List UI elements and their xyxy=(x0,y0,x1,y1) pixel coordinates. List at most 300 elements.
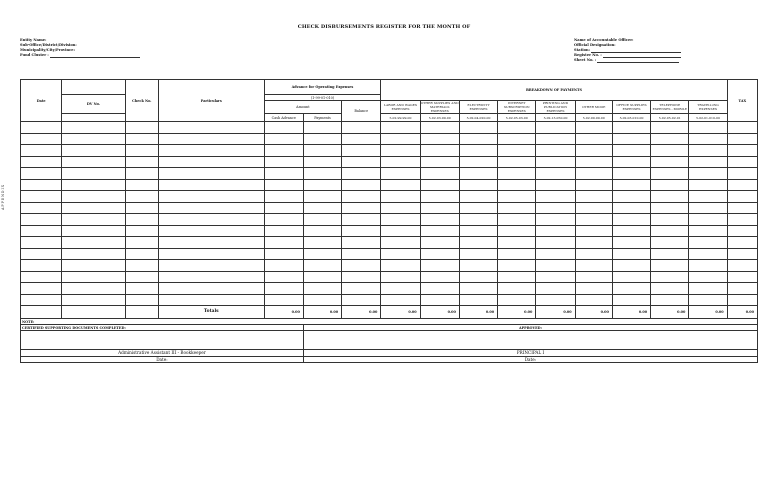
table-cell[interactable] xyxy=(612,283,650,295)
table-cell[interactable] xyxy=(536,156,575,168)
table-cell[interactable] xyxy=(498,179,536,191)
table-cell[interactable] xyxy=(158,283,264,295)
table-cell[interactable] xyxy=(303,156,341,168)
table-cell[interactable] xyxy=(125,271,158,283)
table-cell[interactable] xyxy=(727,156,757,168)
table-cell[interactable] xyxy=(575,156,612,168)
table-cell[interactable] xyxy=(303,145,341,157)
table-cell[interactable] xyxy=(459,168,497,180)
table-cell[interactable] xyxy=(62,133,125,145)
table-cell[interactable] xyxy=(381,156,420,168)
table-cell[interactable] xyxy=(420,225,459,237)
right-signature-space[interactable] xyxy=(303,331,757,350)
table-cell[interactable] xyxy=(575,214,612,226)
totals-label: Totals xyxy=(158,306,264,319)
breakdown-col-label: OTHER MOOE xyxy=(575,101,612,114)
table-cell[interactable] xyxy=(342,237,381,249)
table-cell[interactable] xyxy=(727,248,757,260)
table-cell[interactable] xyxy=(689,225,727,237)
table-cell[interactable] xyxy=(420,248,459,260)
table-cell[interactable] xyxy=(575,145,612,157)
table-cell[interactable] xyxy=(125,294,158,306)
table-cell[interactable] xyxy=(381,179,420,191)
table-cell[interactable] xyxy=(651,145,689,157)
table-cell[interactable] xyxy=(498,168,536,180)
table-cell[interactable] xyxy=(689,260,727,272)
table-cell[interactable] xyxy=(575,191,612,203)
table-cell[interactable] xyxy=(536,179,575,191)
table-cell[interactable] xyxy=(381,225,420,237)
table-cell[interactable] xyxy=(342,225,381,237)
table-cell[interactable] xyxy=(612,237,650,249)
table-cell[interactable] xyxy=(689,294,727,306)
table-cell[interactable] xyxy=(536,260,575,272)
table-cell[interactable] xyxy=(303,260,341,272)
table-cell[interactable] xyxy=(498,145,536,157)
table-cell[interactable] xyxy=(62,237,125,249)
table-cell[interactable] xyxy=(303,248,341,260)
table-cell[interactable] xyxy=(612,202,650,214)
table-cell[interactable] xyxy=(303,202,341,214)
table-cell[interactable] xyxy=(420,156,459,168)
table-cell[interactable] xyxy=(727,202,757,214)
table-cell[interactable] xyxy=(420,133,459,145)
table-cell[interactable] xyxy=(420,145,459,157)
table-cell[interactable] xyxy=(689,145,727,157)
table-cell[interactable] xyxy=(62,122,125,134)
table-cell[interactable] xyxy=(303,122,341,134)
table-cell[interactable] xyxy=(536,271,575,283)
table-cell[interactable] xyxy=(303,133,341,145)
total-value: 0.00 xyxy=(303,306,341,319)
table-cell[interactable] xyxy=(381,168,420,180)
table-cell[interactable] xyxy=(536,237,575,249)
table-cell[interactable] xyxy=(303,283,341,295)
table-cell[interactable] xyxy=(612,271,650,283)
table-cell[interactable] xyxy=(498,202,536,214)
table-cell[interactable] xyxy=(727,271,757,283)
table-cell[interactable] xyxy=(158,133,264,145)
table-cell[interactable] xyxy=(536,294,575,306)
table-cell[interactable] xyxy=(689,191,727,203)
table-cell[interactable] xyxy=(651,122,689,134)
table-cell[interactable] xyxy=(264,283,303,295)
table-cell[interactable] xyxy=(612,248,650,260)
table-cell[interactable] xyxy=(575,283,612,295)
table-cell[interactable] xyxy=(125,133,158,145)
table-cell[interactable] xyxy=(420,191,459,203)
table-cell[interactable] xyxy=(651,168,689,180)
table-cell[interactable] xyxy=(62,248,125,260)
table-cell[interactable] xyxy=(498,271,536,283)
table-cell[interactable] xyxy=(498,225,536,237)
table-cell[interactable] xyxy=(21,260,62,272)
table-cell[interactable] xyxy=(381,260,420,272)
table-cell[interactable] xyxy=(420,271,459,283)
table-cell[interactable] xyxy=(727,191,757,203)
breakdown-col-label: LABOR AND WAGES EXPENSES xyxy=(381,101,420,114)
amount-header: Amount xyxy=(264,101,342,114)
table-cell[interactable] xyxy=(381,133,420,145)
table-cell[interactable] xyxy=(125,122,158,134)
table-cell[interactable] xyxy=(21,202,62,214)
table-cell[interactable] xyxy=(536,225,575,237)
table-cell[interactable] xyxy=(727,122,757,134)
table-cell[interactable] xyxy=(727,260,757,272)
table-cell[interactable] xyxy=(575,122,612,134)
table-cell[interactable] xyxy=(575,225,612,237)
table-cell[interactable] xyxy=(420,237,459,249)
table-cell[interactable] xyxy=(125,191,158,203)
table-cell[interactable] xyxy=(21,133,62,145)
table-cell[interactable] xyxy=(727,225,757,237)
table-cell[interactable] xyxy=(62,168,125,180)
table-cell[interactable] xyxy=(459,271,497,283)
table-cell[interactable] xyxy=(575,271,612,283)
table-cell[interactable] xyxy=(420,179,459,191)
table-cell[interactable] xyxy=(651,237,689,249)
table-cell[interactable] xyxy=(62,191,125,203)
register-no-label: Register No. : xyxy=(574,53,602,57)
table-cell[interactable] xyxy=(459,214,497,226)
table-cell[interactable] xyxy=(536,145,575,157)
table-cell[interactable] xyxy=(158,214,264,226)
table-cell[interactable] xyxy=(575,168,612,180)
table-cell[interactable] xyxy=(303,225,341,237)
table-cell[interactable] xyxy=(21,225,62,237)
table-cell[interactable] xyxy=(575,237,612,249)
table-cell[interactable] xyxy=(459,145,497,157)
table-cell[interactable] xyxy=(612,122,650,134)
total-value: 0.00 xyxy=(420,306,459,319)
table-cell[interactable] xyxy=(689,202,727,214)
table-cell[interactable] xyxy=(125,168,158,180)
table-cell[interactable] xyxy=(21,179,62,191)
table-cell[interactable] xyxy=(689,133,727,145)
table-cell[interactable] xyxy=(303,191,341,203)
table-cell[interactable] xyxy=(420,202,459,214)
table-cell[interactable] xyxy=(689,214,727,226)
table-cell[interactable] xyxy=(342,156,381,168)
table-cell[interactable] xyxy=(689,237,727,249)
table-cell[interactable] xyxy=(264,260,303,272)
table-cell[interactable] xyxy=(62,225,125,237)
table-cell[interactable] xyxy=(342,260,381,272)
table-cell[interactable] xyxy=(264,225,303,237)
total-value: 0.00 xyxy=(381,306,420,319)
table-cell[interactable] xyxy=(264,133,303,145)
table-cell[interactable] xyxy=(498,237,536,249)
left-signatory: Administrative Assistant III - Bookkeeper xyxy=(21,350,304,357)
table-cell[interactable] xyxy=(459,237,497,249)
table-cell[interactable] xyxy=(125,225,158,237)
table-cell[interactable] xyxy=(158,271,264,283)
table-cell[interactable] xyxy=(21,283,62,295)
table-cell[interactable] xyxy=(727,145,757,157)
total-value: 0.00 xyxy=(651,306,689,319)
table-cell[interactable] xyxy=(303,294,341,306)
table-cell[interactable] xyxy=(21,191,62,203)
table-cell[interactable] xyxy=(342,168,381,180)
table-cell[interactable] xyxy=(158,248,264,260)
table-cell[interactable] xyxy=(62,283,125,295)
table-cell[interactable] xyxy=(498,191,536,203)
table-cell[interactable] xyxy=(612,179,650,191)
table-cell[interactable] xyxy=(459,294,497,306)
total-value: 0.00 xyxy=(689,306,727,319)
table-cell[interactable] xyxy=(420,168,459,180)
table-row xyxy=(21,283,758,295)
table-cell[interactable] xyxy=(459,225,497,237)
table-cell[interactable] xyxy=(612,145,650,157)
table-cell[interactable] xyxy=(612,156,650,168)
table-cell[interactable] xyxy=(612,133,650,145)
table-cell[interactable] xyxy=(498,260,536,272)
table-cell[interactable] xyxy=(689,248,727,260)
advance-header: Advance for Operating Expenses xyxy=(264,80,381,95)
table-cell[interactable] xyxy=(727,283,757,295)
table-cell[interactable] xyxy=(651,156,689,168)
table-cell[interactable] xyxy=(381,283,420,295)
table-cell[interactable] xyxy=(612,214,650,226)
total-value: 0.00 xyxy=(727,306,757,319)
table-cell[interactable] xyxy=(536,214,575,226)
table-cell[interactable] xyxy=(264,237,303,249)
table-cell[interactable] xyxy=(727,214,757,226)
table-cell[interactable] xyxy=(498,133,536,145)
table-cell[interactable] xyxy=(536,122,575,134)
table-cell[interactable] xyxy=(62,271,125,283)
table-cell[interactable] xyxy=(62,214,125,226)
table-cell[interactable] xyxy=(158,168,264,180)
table-cell[interactable] xyxy=(536,202,575,214)
table-cell[interactable] xyxy=(420,260,459,272)
table-cell[interactable] xyxy=(125,237,158,249)
table-cell[interactable] xyxy=(727,179,757,191)
breakdown-col-label: TRAVELLING EXPENSES xyxy=(689,101,727,114)
total-value: 0.00 xyxy=(498,306,536,319)
table-cell[interactable] xyxy=(651,202,689,214)
table-cell[interactable] xyxy=(125,179,158,191)
table-cell[interactable] xyxy=(303,168,341,180)
table-cell[interactable] xyxy=(62,156,125,168)
left-signature-space[interactable] xyxy=(21,331,304,350)
table-cell[interactable] xyxy=(381,145,420,157)
table-cell[interactable] xyxy=(158,179,264,191)
table-cell[interactable] xyxy=(689,122,727,134)
table-cell[interactable] xyxy=(381,271,420,283)
table-cell[interactable] xyxy=(420,214,459,226)
table-cell[interactable] xyxy=(125,156,158,168)
table-cell[interactable] xyxy=(342,191,381,203)
table-cell[interactable] xyxy=(21,156,62,168)
table-cell[interactable] xyxy=(381,237,420,249)
table-cell[interactable] xyxy=(651,179,689,191)
entity-name-label: Entity Name: xyxy=(20,38,47,42)
table-cell[interactable] xyxy=(689,156,727,168)
table-cell[interactable] xyxy=(158,237,264,249)
table-cell[interactable] xyxy=(651,191,689,203)
table-cell[interactable] xyxy=(498,122,536,134)
table-cell[interactable] xyxy=(420,294,459,306)
table-cell[interactable] xyxy=(62,145,125,157)
table-cell[interactable] xyxy=(342,283,381,295)
total-value: 0.00 xyxy=(612,306,650,319)
official-designation-label: Official Designation: xyxy=(574,43,616,47)
table-cell[interactable] xyxy=(651,283,689,295)
table-cell[interactable] xyxy=(420,122,459,134)
table-cell[interactable] xyxy=(264,271,303,283)
table-cell[interactable] xyxy=(575,179,612,191)
table-cell[interactable] xyxy=(264,248,303,260)
table-cell[interactable] xyxy=(651,225,689,237)
table-cell[interactable] xyxy=(342,294,381,306)
side-appendix-code: A P P E N D I X xyxy=(1,185,5,210)
table-cell[interactable] xyxy=(727,168,757,180)
table-cell[interactable] xyxy=(264,156,303,168)
table-cell[interactable] xyxy=(21,122,62,134)
table-cell[interactable] xyxy=(459,122,497,134)
table-cell[interactable] xyxy=(575,133,612,145)
table-cell[interactable] xyxy=(689,168,727,180)
table-cell[interactable] xyxy=(21,237,62,249)
table-cell[interactable] xyxy=(21,248,62,260)
table-cell[interactable] xyxy=(125,260,158,272)
table-cell[interactable] xyxy=(498,248,536,260)
table-cell[interactable] xyxy=(264,214,303,226)
table-cell[interactable] xyxy=(727,294,757,306)
table-cell[interactable] xyxy=(158,202,264,214)
table-cell[interactable] xyxy=(264,122,303,134)
table-cell[interactable] xyxy=(158,156,264,168)
table-cell[interactable] xyxy=(21,168,62,180)
table-cell[interactable] xyxy=(125,202,158,214)
table-cell[interactable] xyxy=(264,168,303,180)
table-cell[interactable] xyxy=(651,214,689,226)
table-cell[interactable] xyxy=(21,294,62,306)
table-cell[interactable] xyxy=(342,133,381,145)
table-cell[interactable] xyxy=(303,237,341,249)
table-cell[interactable] xyxy=(125,283,158,295)
table-cell[interactable] xyxy=(381,248,420,260)
table-cell[interactable] xyxy=(498,283,536,295)
table-cell[interactable] xyxy=(536,283,575,295)
table-cell[interactable] xyxy=(158,225,264,237)
table-cell[interactable] xyxy=(459,260,497,272)
table-cell[interactable] xyxy=(381,294,420,306)
table-cell[interactable] xyxy=(612,168,650,180)
table-cell[interactable] xyxy=(342,202,381,214)
table-cell[interactable] xyxy=(21,145,62,157)
table-cell[interactable] xyxy=(264,145,303,157)
totals-blank-cell xyxy=(125,306,158,319)
table-cell[interactable] xyxy=(303,214,341,226)
table-cell[interactable] xyxy=(459,156,497,168)
table-cell[interactable] xyxy=(381,191,420,203)
right-signatory: PRINCIPAL I xyxy=(303,350,757,357)
table-cell[interactable] xyxy=(612,294,650,306)
table-cell[interactable] xyxy=(264,191,303,203)
table-cell[interactable] xyxy=(381,214,420,226)
table-cell[interactable] xyxy=(264,294,303,306)
breakdown-col-code: 5-02-99-99-00 xyxy=(381,114,420,122)
table-cell[interactable] xyxy=(612,260,650,272)
table-cell[interactable] xyxy=(727,237,757,249)
table-cell[interactable] xyxy=(651,294,689,306)
table-cell[interactable] xyxy=(459,248,497,260)
table-cell[interactable] xyxy=(342,179,381,191)
col-date-header: Date xyxy=(21,80,62,122)
table-cell[interactable] xyxy=(342,271,381,283)
table-cell[interactable] xyxy=(575,294,612,306)
table-cell[interactable] xyxy=(575,202,612,214)
table-cell[interactable] xyxy=(498,156,536,168)
table-cell[interactable] xyxy=(727,133,757,145)
table-cell[interactable] xyxy=(498,294,536,306)
table-cell[interactable] xyxy=(62,202,125,214)
table-cell[interactable] xyxy=(689,271,727,283)
table-cell[interactable] xyxy=(158,191,264,203)
breakdown-col-label: INTERNET SUBSCRIPTION EXPENSES xyxy=(498,101,536,114)
table-cell[interactable] xyxy=(264,202,303,214)
table-cell[interactable] xyxy=(158,260,264,272)
table-cell[interactable] xyxy=(158,145,264,157)
table-cell[interactable] xyxy=(459,179,497,191)
table-cell[interactable] xyxy=(342,214,381,226)
table-cell[interactable] xyxy=(459,191,497,203)
table-cell[interactable] xyxy=(303,179,341,191)
table-cell[interactable] xyxy=(575,248,612,260)
table-row xyxy=(21,237,758,249)
table-cell[interactable] xyxy=(536,168,575,180)
table-cell[interactable] xyxy=(342,122,381,134)
table-cell[interactable] xyxy=(158,122,264,134)
table-cell[interactable] xyxy=(612,191,650,203)
table-cell[interactable] xyxy=(158,294,264,306)
table-cell[interactable] xyxy=(62,294,125,306)
table-cell[interactable] xyxy=(498,214,536,226)
table-cell[interactable] xyxy=(125,145,158,157)
table-cell[interactable] xyxy=(381,202,420,214)
table-cell[interactable] xyxy=(459,202,497,214)
table-cell[interactable] xyxy=(459,283,497,295)
table-cell[interactable] xyxy=(381,122,420,134)
table-cell[interactable] xyxy=(651,271,689,283)
table-cell[interactable] xyxy=(125,248,158,260)
table-cell[interactable] xyxy=(420,283,459,295)
table-cell[interactable] xyxy=(651,248,689,260)
table-cell[interactable] xyxy=(125,214,158,226)
table-cell[interactable] xyxy=(264,179,303,191)
table-cell[interactable] xyxy=(651,133,689,145)
table-cell[interactable] xyxy=(536,133,575,145)
table-cell[interactable] xyxy=(536,191,575,203)
table-cell[interactable] xyxy=(689,179,727,191)
table-cell[interactable] xyxy=(536,248,575,260)
table-cell[interactable] xyxy=(612,225,650,237)
table-cell[interactable] xyxy=(303,271,341,283)
table-cell[interactable] xyxy=(575,260,612,272)
table-cell[interactable] xyxy=(342,145,381,157)
table-cell[interactable] xyxy=(62,260,125,272)
table-cell[interactable] xyxy=(21,214,62,226)
table-cell[interactable] xyxy=(62,179,125,191)
table-cell[interactable] xyxy=(21,271,62,283)
table-cell[interactable] xyxy=(342,248,381,260)
table-cell[interactable] xyxy=(651,260,689,272)
table-cell[interactable] xyxy=(459,133,497,145)
table-cell[interactable] xyxy=(689,283,727,295)
